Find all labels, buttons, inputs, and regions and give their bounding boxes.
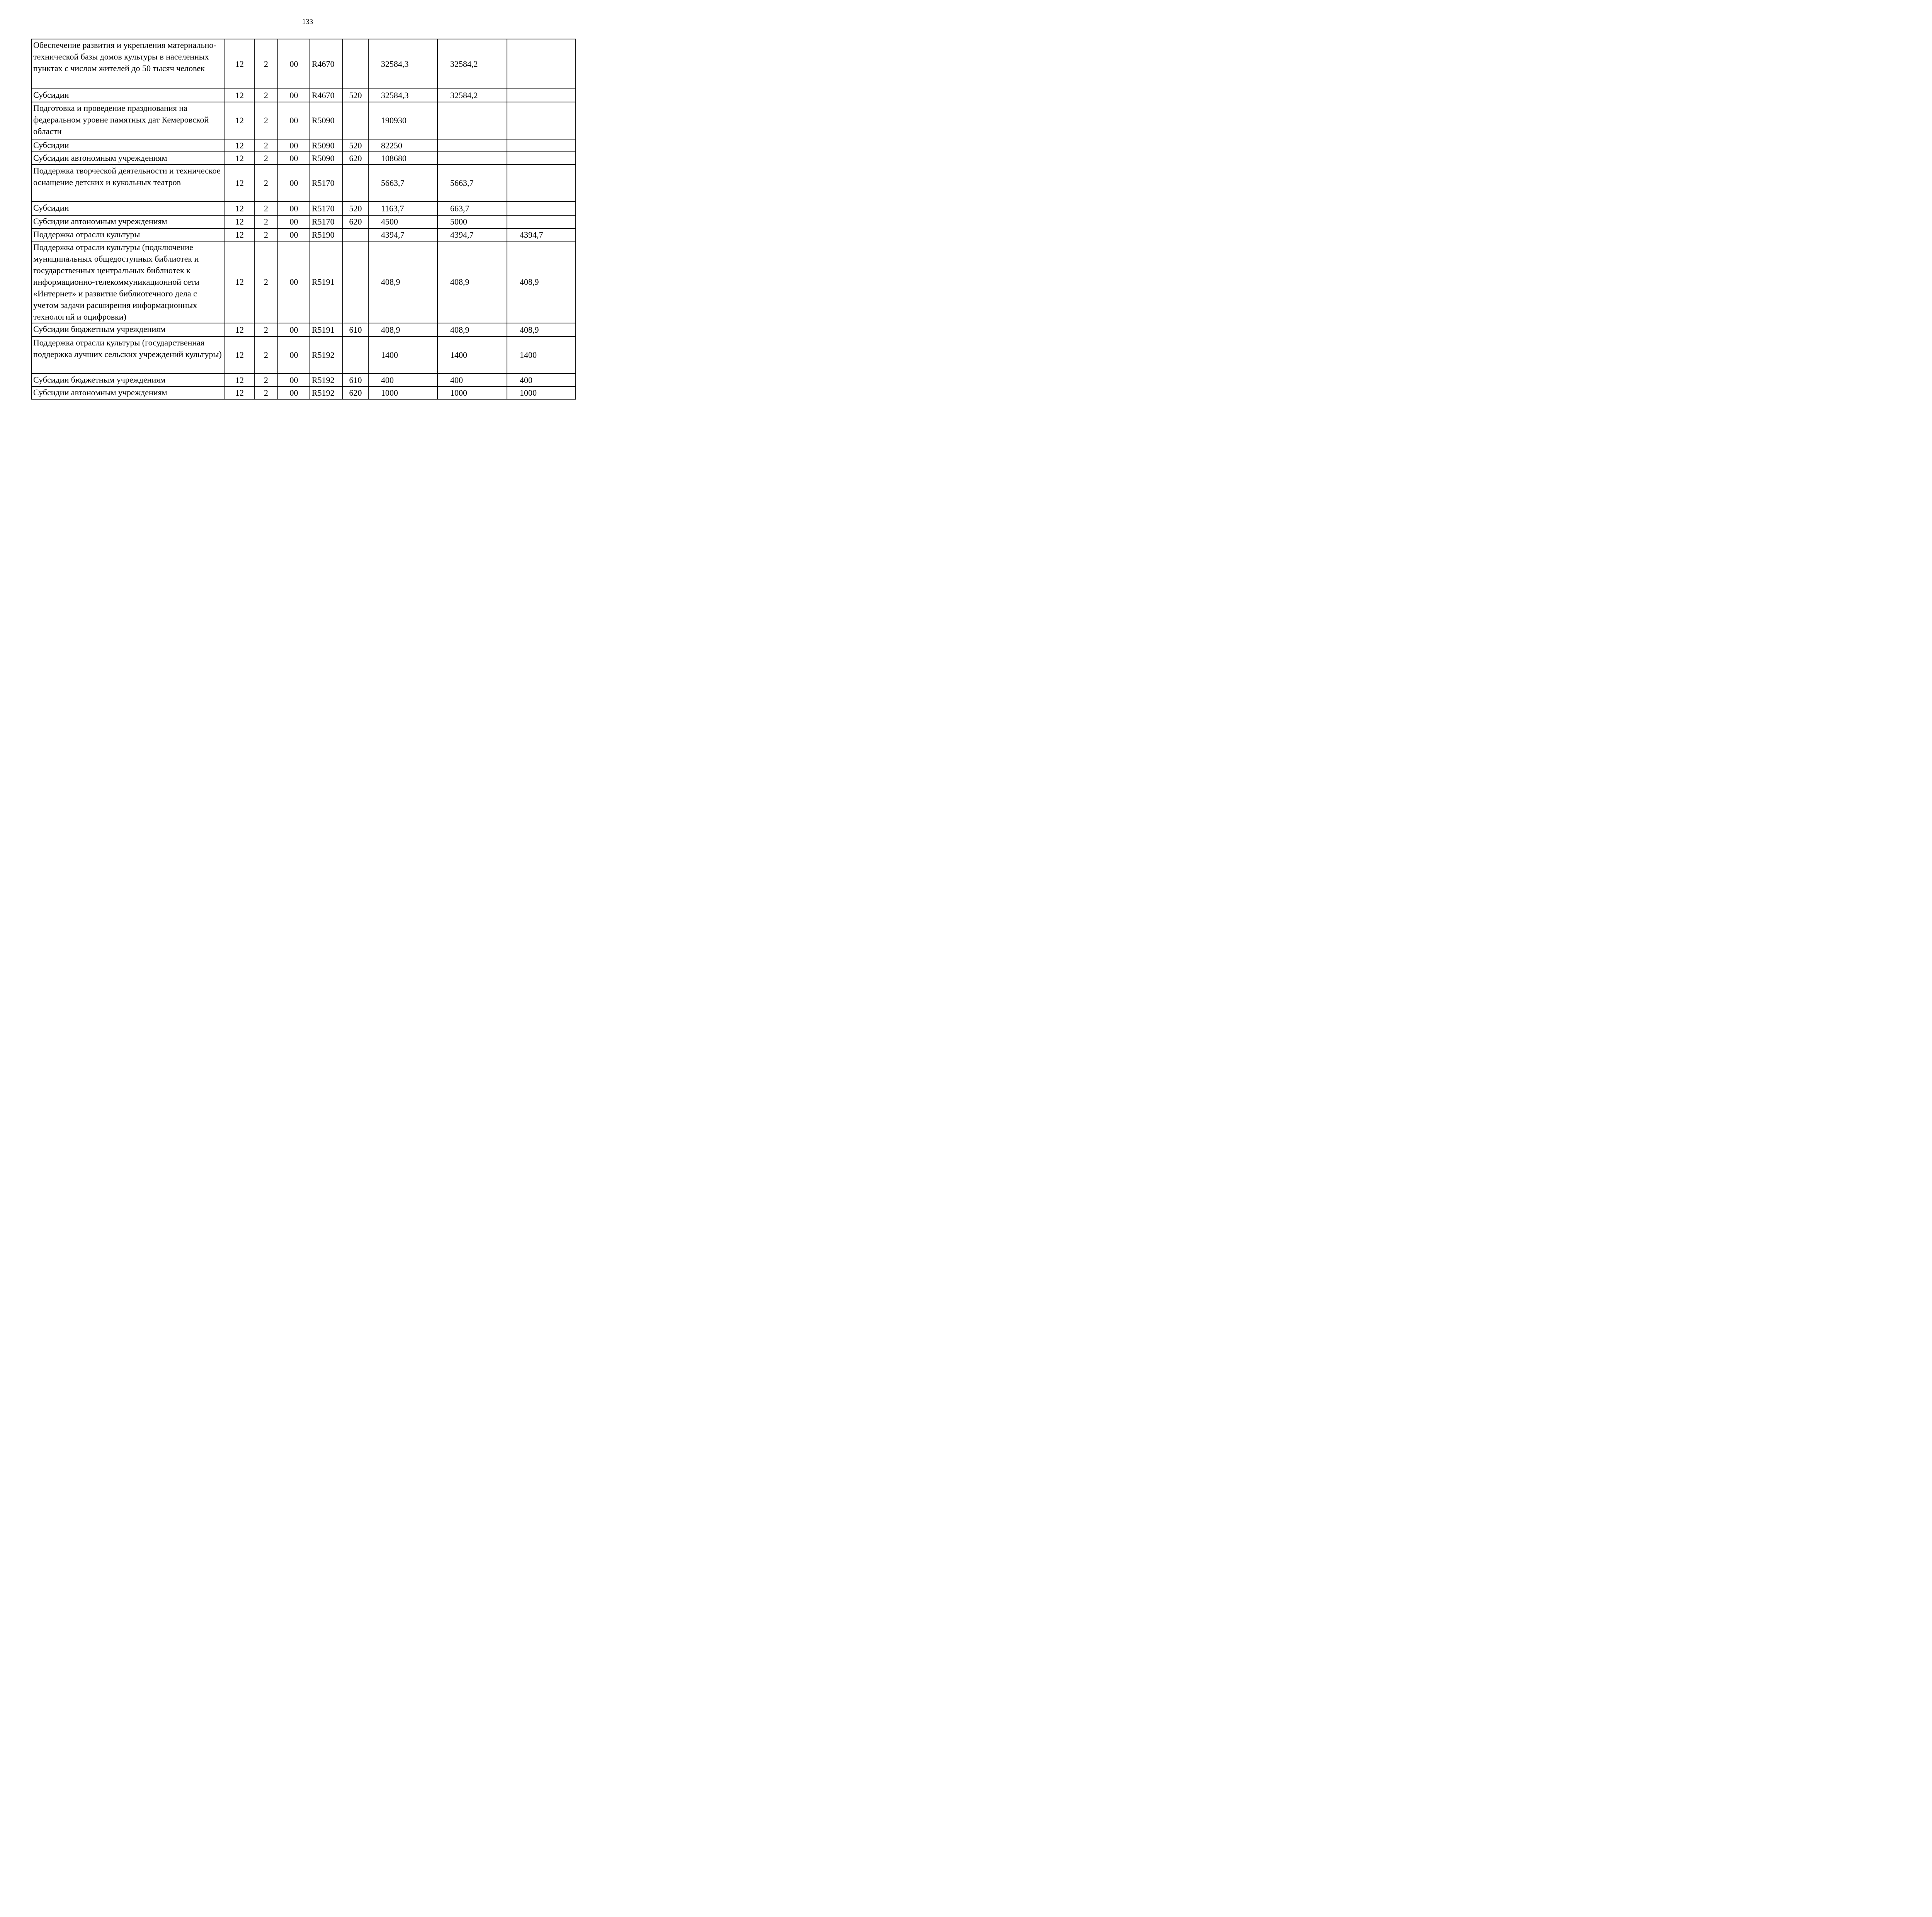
table-row bbox=[31, 228, 576, 241]
section-code-cell: 12 bbox=[225, 215, 254, 228]
program-code-cell: 00 bbox=[278, 139, 310, 152]
program-code-cell: 00 bbox=[278, 215, 310, 228]
target-item-code-cell: R5090 bbox=[310, 139, 343, 152]
target-item-code-cell: R5192 bbox=[310, 386, 343, 399]
subsection-code-cell: 2 bbox=[254, 39, 278, 89]
amount-year3-cell bbox=[507, 202, 576, 215]
amount-year3-cell bbox=[507, 102, 576, 139]
table-row bbox=[31, 102, 576, 139]
row-name-cell: Субсидии автономным учреждениям bbox=[31, 386, 225, 399]
row-name-cell: Субсидии бюджетным учреждениям bbox=[31, 323, 225, 337]
amount-year1-cell: 1000 bbox=[368, 386, 437, 399]
section-code-cell: 12 bbox=[225, 89, 254, 102]
target-item-code-cell: R5170 bbox=[310, 215, 343, 228]
amount-year1-cell: 32584,3 bbox=[368, 39, 437, 89]
amount-year2-cell: 400 bbox=[437, 374, 507, 386]
amount-year1-cell: 1400 bbox=[368, 337, 437, 374]
expense-type-cell bbox=[343, 337, 368, 374]
row-name-cell: Поддержка творческой деятельности и техническое оснащение детских и кукольных театров bbox=[31, 165, 225, 202]
program-code-cell: 00 bbox=[278, 323, 310, 337]
budget-table bbox=[31, 39, 576, 400]
target-item-code-cell: R5170 bbox=[310, 165, 343, 202]
amount-year1-cell: 108680 bbox=[368, 152, 437, 165]
section-code-cell: 12 bbox=[225, 337, 254, 374]
subsection-code-cell: 2 bbox=[254, 337, 278, 374]
expense-type-cell bbox=[343, 102, 368, 139]
table-row bbox=[31, 165, 576, 202]
amount-year2-cell: 1400 bbox=[437, 337, 507, 374]
target-item-code-cell: R5190 bbox=[310, 228, 343, 241]
amount-year2-cell: 32584,2 bbox=[437, 39, 507, 89]
table-row bbox=[31, 89, 576, 102]
row-name-cell: Подготовка и проведение празднования на федеральном уровне памятных дат Кемеровской области bbox=[31, 102, 225, 139]
program-code-cell: 00 bbox=[278, 102, 310, 139]
target-item-code-cell: R5191 bbox=[310, 323, 343, 337]
expense-type-cell: 520 bbox=[343, 89, 368, 102]
target-item-code-cell: R5090 bbox=[310, 152, 343, 165]
expense-type-cell: 610 bbox=[343, 323, 368, 337]
table-row bbox=[31, 386, 576, 399]
amount-year3-cell: 408,9 bbox=[507, 241, 576, 323]
amount-year3-cell: 4394,7 bbox=[507, 228, 576, 241]
table-body bbox=[31, 39, 576, 399]
expense-type-cell bbox=[343, 39, 368, 89]
row-name-cell: Субсидии bbox=[31, 139, 225, 152]
row-name-cell: Поддержка отрасли культуры bbox=[31, 228, 225, 241]
amount-year1-cell: 4500 bbox=[368, 215, 437, 228]
subsection-code-cell: 2 bbox=[254, 165, 278, 202]
table-row bbox=[31, 241, 576, 323]
section-code-cell: 12 bbox=[225, 241, 254, 323]
amount-year3-cell: 1400 bbox=[507, 337, 576, 374]
section-code-cell: 12 bbox=[225, 39, 254, 89]
table-row bbox=[31, 39, 576, 89]
section-code-cell: 12 bbox=[225, 386, 254, 399]
table-row bbox=[31, 323, 576, 337]
amount-year3-cell: 408,9 bbox=[507, 323, 576, 337]
amount-year3-cell bbox=[507, 39, 576, 89]
program-code-cell: 00 bbox=[278, 152, 310, 165]
subsection-code-cell: 2 bbox=[254, 139, 278, 152]
section-code-cell: 12 bbox=[225, 152, 254, 165]
amount-year2-cell: 32584,2 bbox=[437, 89, 507, 102]
page-number: 133 bbox=[302, 18, 313, 26]
program-code-cell: 00 bbox=[278, 39, 310, 89]
subsection-code-cell: 2 bbox=[254, 228, 278, 241]
target-item-code-cell: R4670 bbox=[310, 39, 343, 89]
subsection-code-cell: 2 bbox=[254, 374, 278, 386]
amount-year3-cell bbox=[507, 139, 576, 152]
amount-year3-cell bbox=[507, 152, 576, 165]
amount-year2-cell: 408,9 bbox=[437, 323, 507, 337]
subsection-code-cell: 2 bbox=[254, 202, 278, 215]
table-row bbox=[31, 152, 576, 165]
subsection-code-cell: 2 bbox=[254, 215, 278, 228]
section-code-cell: 12 bbox=[225, 139, 254, 152]
section-code-cell: 12 bbox=[225, 165, 254, 202]
amount-year3-cell bbox=[507, 89, 576, 102]
target-item-code-cell: R5170 bbox=[310, 202, 343, 215]
subsection-code-cell: 2 bbox=[254, 152, 278, 165]
target-item-code-cell: R4670 bbox=[310, 89, 343, 102]
expense-type-cell: 620 bbox=[343, 386, 368, 399]
target-item-code-cell: R5191 bbox=[310, 241, 343, 323]
amount-year1-cell: 1163,7 bbox=[368, 202, 437, 215]
row-name-cell: Субсидии bbox=[31, 202, 225, 215]
amount-year1-cell: 82250 bbox=[368, 139, 437, 152]
subsection-code-cell: 2 bbox=[254, 102, 278, 139]
subsection-code-cell: 2 bbox=[254, 89, 278, 102]
amount-year2-cell bbox=[437, 102, 507, 139]
amount-year2-cell: 408,9 bbox=[437, 241, 507, 323]
amount-year3-cell bbox=[507, 215, 576, 228]
table-row bbox=[31, 139, 576, 152]
program-code-cell: 00 bbox=[278, 241, 310, 323]
row-name-cell: Субсидии автономным учреждениям bbox=[31, 152, 225, 165]
table-row bbox=[31, 337, 576, 374]
table-row bbox=[31, 202, 576, 215]
amount-year2-cell: 5663,7 bbox=[437, 165, 507, 202]
expense-type-cell bbox=[343, 165, 368, 202]
table-row bbox=[31, 374, 576, 386]
row-name-cell: Субсидии автономным учреждениям bbox=[31, 215, 225, 228]
section-code-cell: 12 bbox=[225, 323, 254, 337]
row-name-cell: Обеспечение развития и укрепления материально-технической базы домов культуры в населенных пунктах с числом жителей до 50 тысяч человек bbox=[31, 39, 225, 89]
amount-year2-cell: 5000 bbox=[437, 215, 507, 228]
target-item-code-cell: R5192 bbox=[310, 337, 343, 374]
expense-type-cell bbox=[343, 228, 368, 241]
amount-year2-cell: 4394,7 bbox=[437, 228, 507, 241]
program-code-cell: 00 bbox=[278, 337, 310, 374]
subsection-code-cell: 2 bbox=[254, 241, 278, 323]
amount-year2-cell bbox=[437, 152, 507, 165]
row-name-cell: Субсидии bbox=[31, 89, 225, 102]
row-name-cell: Субсидии бюджетным учреждениям bbox=[31, 374, 225, 386]
section-code-cell: 12 bbox=[225, 374, 254, 386]
expense-type-cell: 610 bbox=[343, 374, 368, 386]
expense-type-cell bbox=[343, 241, 368, 323]
amount-year1-cell: 408,9 bbox=[368, 323, 437, 337]
expense-type-cell: 520 bbox=[343, 202, 368, 215]
amount-year1-cell: 4394,7 bbox=[368, 228, 437, 241]
amount-year1-cell: 190930 bbox=[368, 102, 437, 139]
amount-year2-cell bbox=[437, 139, 507, 152]
target-item-code-cell: R5192 bbox=[310, 374, 343, 386]
amount-year3-cell: 1000 bbox=[507, 386, 576, 399]
amount-year2-cell: 663,7 bbox=[437, 202, 507, 215]
expense-type-cell: 620 bbox=[343, 215, 368, 228]
section-code-cell: 12 bbox=[225, 202, 254, 215]
section-code-cell: 12 bbox=[225, 228, 254, 241]
amount-year2-cell: 1000 bbox=[437, 386, 507, 399]
program-code-cell: 00 bbox=[278, 228, 310, 241]
amount-year1-cell: 408,9 bbox=[368, 241, 437, 323]
amount-year3-cell bbox=[507, 165, 576, 202]
subsection-code-cell: 2 bbox=[254, 323, 278, 337]
section-code-cell: 12 bbox=[225, 102, 254, 139]
target-item-code-cell: R5090 bbox=[310, 102, 343, 139]
amount-year1-cell: 400 bbox=[368, 374, 437, 386]
row-name-cell: Поддержка отрасли культуры (государственная поддержка лучших сельских учреждений культуры) bbox=[31, 337, 225, 374]
program-code-cell: 00 bbox=[278, 374, 310, 386]
subsection-code-cell: 2 bbox=[254, 386, 278, 399]
table-row bbox=[31, 215, 576, 228]
program-code-cell: 00 bbox=[278, 165, 310, 202]
amount-year1-cell: 32584,3 bbox=[368, 89, 437, 102]
program-code-cell: 00 bbox=[278, 202, 310, 215]
amount-year3-cell: 400 bbox=[507, 374, 576, 386]
program-code-cell: 00 bbox=[278, 89, 310, 102]
amount-year1-cell: 5663,7 bbox=[368, 165, 437, 202]
expense-type-cell: 520 bbox=[343, 139, 368, 152]
expense-type-cell: 620 bbox=[343, 152, 368, 165]
program-code-cell: 00 bbox=[278, 386, 310, 399]
row-name-cell: Поддержка отрасли культуры (подключение муниципальных общедоступных библиотек и государственных центральных библиотек к информационно-телекоммуникационной сети «Интернет» и развитие библиотечного дела с учетом задачи расширения информационных технологий и оцифровки) bbox=[31, 241, 225, 323]
